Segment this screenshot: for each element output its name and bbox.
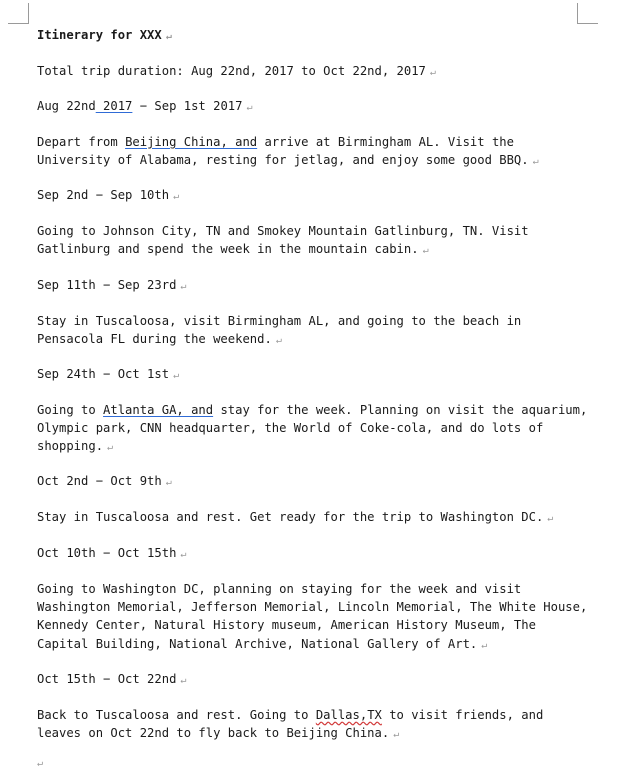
section-paragraph[interactable]: Going to Johnson City, TN and Smokey Mountain Gatlinburg, TN. Visit Gatlinburg and spend the week in the mountain cabin. ↵	[37, 224, 529, 257]
paragraph-mark-icon: ↵	[107, 442, 114, 454]
paragraph-mark-icon: ↵	[37, 758, 44, 769]
paragraph-mark-icon: ↵	[173, 191, 180, 202]
paragraph-mark-icon: ↵	[246, 102, 253, 113]
paragraph-mark-icon: ↵	[547, 513, 554, 524]
section-paragraph[interactable]: Depart from Beijing China, and arrive at Birmingham AL. Visit the University of Alabama, resting for jetlag, and enjoy some good BBQ. ↵	[37, 135, 539, 168]
paragraph-mark-icon: ↵	[180, 549, 187, 560]
paragraph-mark-icon: ↵	[393, 729, 400, 741]
paragraph-mark-icon: ↵	[173, 370, 180, 381]
section-date[interactable]: Sep 11th − Sep 23rd ↵	[37, 278, 187, 292]
section-date[interactable]: Oct 2nd − Oct 9th ↵	[37, 474, 172, 488]
paragraph-mark-icon: ↵	[481, 639, 488, 651]
section-date[interactable]: Oct 10th − Oct 15th ↵	[37, 546, 187, 560]
empty-paragraph[interactable]	[37, 756, 43, 770]
section-paragraph[interactable]: Going to Atlanta GA, and stay for the week. Planning on visit the aquarium, Olympic park, CNN headquarter, the World of Coke-cola, and do lots of shopping. ↵	[37, 403, 588, 454]
paragraph-mark-icon: ↵	[165, 31, 172, 42]
trip-duration[interactable]: Total trip duration: Aug 22nd, 2017 to Oct 22nd, 2017 ↵	[37, 64, 436, 78]
section-paragraph[interactable]: Going to Washington DC, planning on staying for the week and visit Washington Memorial, Jefferson Memorial, Lincoln Memorial, The White House, Kennedy Center, Natural History museum, American History Museum, The Capital Building, National Archive, National Gallery of Art. ↵	[37, 582, 588, 651]
margin-corner-top-left	[8, 3, 29, 24]
section-date[interactable]: Aug 22nd 2017 − Sep 1st 2017 ↵	[37, 99, 253, 113]
section-date[interactable]: Sep 24th − Oct 1st ↵	[37, 367, 180, 381]
section-paragraph[interactable]: Stay in Tuscaloosa and rest. Get ready for the trip to Washington DC. ↵	[37, 510, 554, 524]
paragraph-mark-icon: ↵	[165, 477, 172, 488]
paragraph-mark-icon: ↵	[180, 281, 187, 292]
section-paragraph[interactable]: Back to Tuscaloosa and rest. Going to Dallas,TX to visit friends, and leaves on Oct 22nd to fly back to Beijing China. ↵	[37, 708, 544, 741]
section-date[interactable]: Oct 15th − Oct 22nd ↵	[37, 672, 187, 686]
paragraph-mark-icon: ↵	[422, 245, 429, 257]
margin-corner-top-right	[577, 3, 598, 24]
section-paragraph[interactable]: Stay in Tuscaloosa, visit Birmingham AL, and going to the beach in Pensacola FL during the weekend. ↵	[37, 314, 522, 347]
paragraph-mark-icon: ↵	[180, 675, 187, 686]
document-title[interactable]: Itinerary for XXX ↵	[37, 28, 172, 42]
paragraph-mark-icon: ↵	[532, 156, 539, 168]
paragraph-mark-icon: ↵	[275, 335, 282, 347]
paragraph-mark-icon: ↵	[429, 67, 436, 78]
section-date[interactable]: Sep 2nd − Sep 10th ↵	[37, 188, 180, 202]
